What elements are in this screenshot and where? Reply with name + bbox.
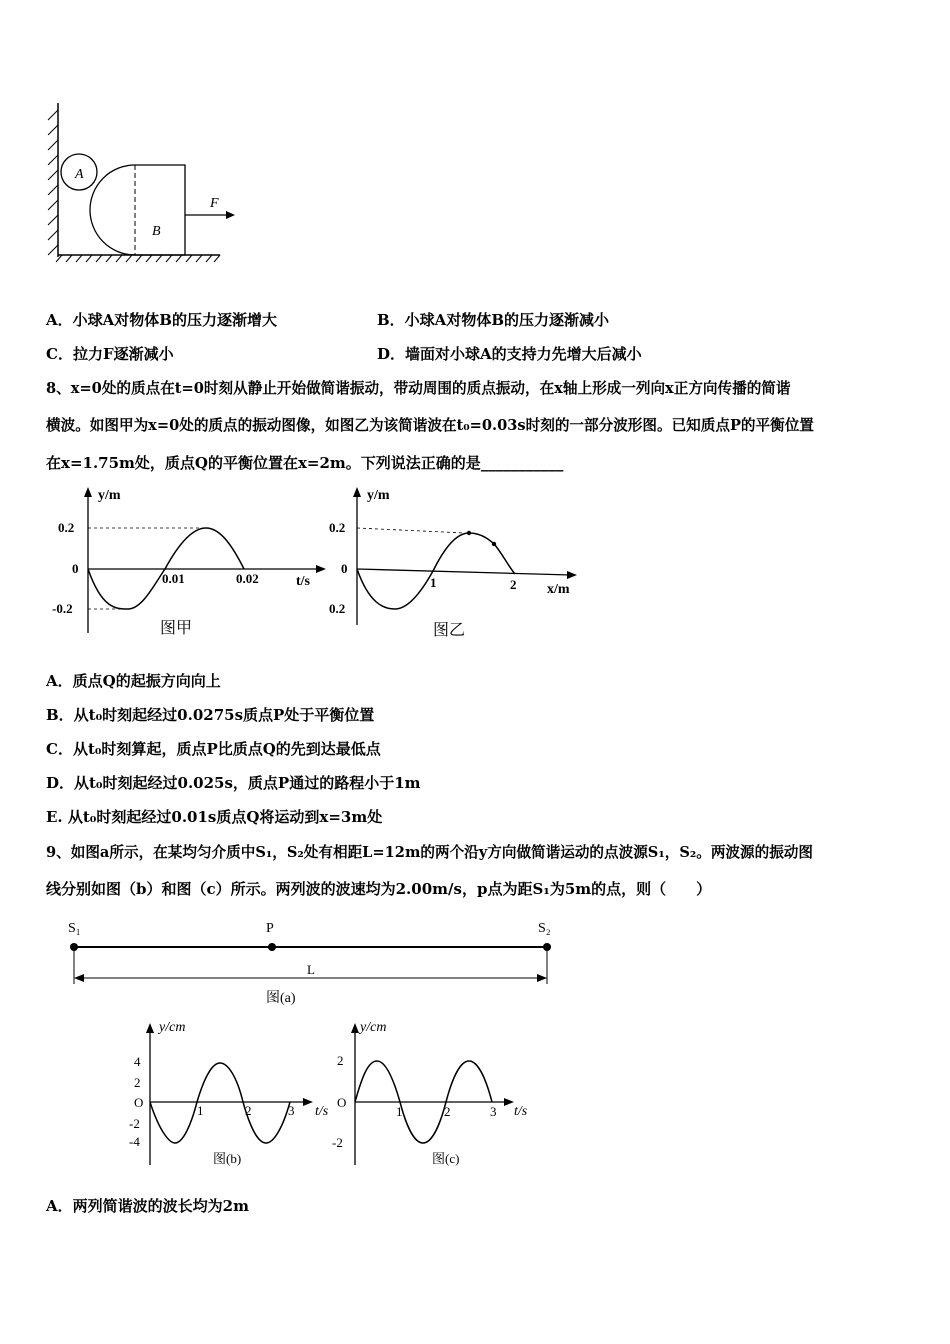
fig-a	[60, 912, 570, 1012]
jia-ylabel: y/m	[98, 488, 121, 503]
fig-c-caption: 图(c)	[432, 1151, 460, 1166]
yi-xtick-2: 2	[510, 577, 517, 592]
q8-option-c: C．从t₀时刻算起，质点P比质点Q的先到达最低点	[46, 740, 381, 758]
fig-b-tick-2: 2	[134, 1075, 141, 1090]
fig-c-x1: 1	[396, 1104, 403, 1119]
fig-a-s1: S₁	[68, 921, 81, 936]
fig-b-ylabel: y/cm	[159, 1020, 186, 1035]
q8-line-3-text: 在x=1.75m处，质点Q的平衡位置在x=2m。下列说法正确的是	[46, 454, 481, 472]
q8-line-1: 8、x=0处的质点在t=0时刻从静止开始做简谐振动，带动周围的质点振动，在x轴上形成一列向x正方向传播的简谐	[46, 380, 791, 397]
fig-c-tick-0: O	[337, 1095, 347, 1110]
fig-b-x2: 2	[245, 1103, 252, 1118]
answer-blank: ___________	[480, 454, 564, 472]
fig-a-s2: S₂	[538, 921, 551, 936]
graph-jia	[50, 485, 340, 645]
fig-b-tick-0: O	[134, 1095, 144, 1110]
fig-b	[125, 1015, 345, 1170]
jia-ytick-pos: 0.2	[58, 520, 75, 535]
jia-xtick-1: 0.01	[162, 571, 185, 586]
graph-yi	[325, 485, 595, 645]
q9-line-2: 线分别如图（b）和图（c）所示。两列波的波速均为2.00m/s，p点为距S₁为5m的点，则（ ）	[46, 880, 712, 898]
fig-b-tick-m4: -4	[129, 1134, 140, 1149]
yi-caption: 图乙	[433, 622, 466, 639]
fig-b-x3: 3	[288, 1103, 295, 1118]
block-b	[90, 165, 185, 255]
q7-option-b: B．小球A对物体B的压力逐渐减小	[377, 311, 609, 329]
q8-option-e: E. 从t₀时刻起经过0.01s质点Q将运动到x=3m处	[46, 808, 383, 826]
q8-option-d: D．从t₀时刻起经过0.025s，质点P通过的路程小于1m	[46, 774, 421, 792]
point-p	[467, 531, 471, 535]
fig-c-xlabel: t/s	[514, 1104, 528, 1119]
q8-option-b: B．从t₀时刻起经过0.0275s质点P处于平衡位置	[46, 706, 375, 724]
fig-c-tick-m2: -2	[332, 1135, 343, 1150]
label-b: B	[152, 224, 161, 239]
fig-b-caption: 图(b)	[213, 1151, 242, 1166]
fig-b-tick-m2: -2	[129, 1116, 140, 1131]
point-q	[492, 542, 496, 546]
fig-c-x3: 3	[490, 1104, 497, 1119]
fig-c	[330, 1015, 550, 1170]
yi-ylabel: y/m	[367, 488, 390, 503]
fig-b-xlabel: t/s	[315, 1104, 329, 1119]
fig7-diagram	[40, 95, 270, 275]
yi-ytick-pos: 0.2	[329, 520, 346, 535]
label-f: F	[210, 196, 219, 211]
fig-b-tick-4: 4	[134, 1054, 141, 1069]
jia-ytick-zero: 0	[72, 561, 79, 576]
fig-a-caption: 图(a)	[266, 991, 296, 1006]
fig-b-x1: 1	[197, 1103, 204, 1118]
jia-xtick-2: 0.02	[236, 571, 259, 586]
label-a: A	[75, 167, 84, 182]
q8-line-2: 横波。如图甲为x=0处的质点的振动图像，如图乙为该简谐波在t₀=0.03s时刻的一部分波形图。已知质点P的平衡位置	[46, 417, 814, 434]
fig-b-curve	[150, 1063, 290, 1143]
yi-ytick-neg: 0.2	[329, 601, 346, 616]
fig-c-ylabel: y/cm	[360, 1020, 387, 1035]
q8-option-a: A．质点Q的起振方向向上	[46, 672, 221, 690]
q7-option-a: A．小球A对物体B的压力逐渐增大	[46, 311, 277, 329]
fig-a-l: L	[307, 962, 315, 977]
q7-option-c: C．拉力F逐渐减小	[46, 345, 174, 363]
fig-c-tick-2: 2	[337, 1053, 344, 1068]
jia-ytick-neg: -0.2	[52, 601, 73, 616]
yi-xtick-1: 1	[430, 575, 437, 590]
jia-xlabel: t/s	[296, 574, 310, 589]
q9-line-1: 9、如图a所示，在某均匀介质中S₁，S₂处有相距L=12m的两个沿y方向做简谐运动的点波源S₁，S₂。两波源的振动图	[46, 844, 813, 861]
yi-ytick-zero: 0	[341, 561, 348, 576]
fig-a-p: P	[266, 921, 274, 936]
yi-xlabel: x/m	[547, 582, 570, 597]
q8-line-3	[46, 453, 563, 473]
q9-option-a: A．两列简谐波的波长均为2m	[46, 1197, 249, 1215]
fig-c-x2: 2	[444, 1104, 451, 1119]
jia-caption: 图甲	[160, 620, 193, 637]
q7-option-d: D．墙面对小球A的支持力先增大后减小	[377, 345, 642, 363]
